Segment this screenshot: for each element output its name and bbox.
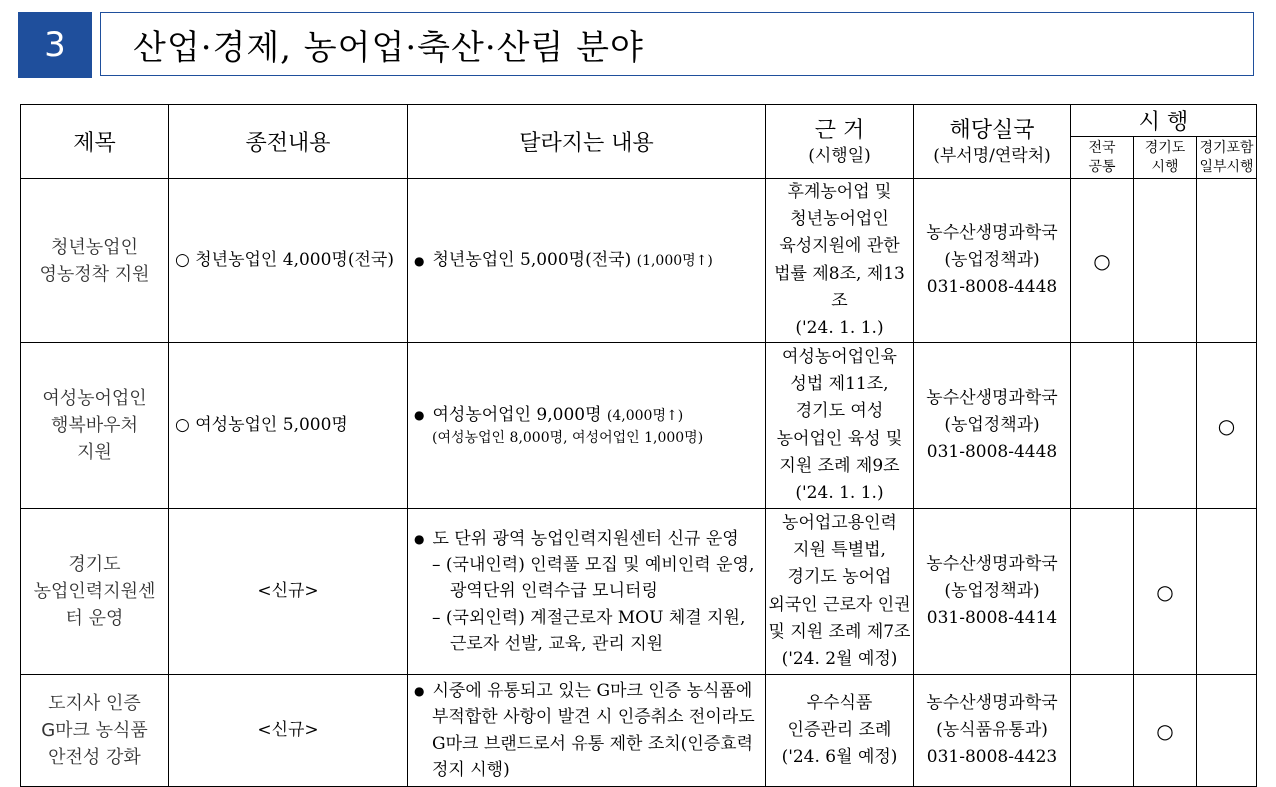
changes-dash: – (국외인력) 계절근로자 MOU 체결 지원, 근로자 선발, 교육, 관리 지원: [432, 607, 746, 655]
bullet-icon: ●: [414, 407, 425, 422]
basis-line: ('24. 6월 예정): [781, 747, 898, 768]
subject-line: 도지사 인증: [48, 693, 141, 715]
header-previous: 종전내용: [169, 105, 408, 179]
row-previous: <신규>: [169, 675, 408, 787]
basis-line: ('24. 2월 예정): [781, 649, 898, 669]
header-impl-gyeonggi: [1134, 137, 1197, 179]
dept-line: 농수산생명과학국: [926, 692, 1058, 713]
dept-line: (농업정책과): [944, 581, 1040, 602]
row-subject: [21, 343, 169, 509]
bullet-icon: ●: [414, 531, 425, 546]
row-changes: [408, 179, 766, 343]
changes-dash: – (국내인력) 인력풀 모집 및 예비인력 운영, 광역단위 인력수급 모니터링: [432, 555, 755, 602]
basis-line: ('24. 1. 1.): [795, 483, 884, 503]
row-dept: [914, 179, 1071, 343]
changes-sub: (여성농업인 8,000명, 여성어업인 1,000명): [432, 429, 704, 446]
subject-line: 터 운영: [65, 608, 124, 630]
row-subject: [21, 509, 169, 675]
basis-line: 경기도 농어업: [787, 567, 892, 588]
changes-main: 청년농업인 5,000명(전국): [432, 250, 632, 271]
section-title: 산업·경제, 농어업·축산·산림 분야: [100, 12, 1254, 76]
dept-line: (농식품유통과): [936, 720, 1048, 741]
dept-line: 농수산생명과학국: [926, 553, 1058, 574]
row-changes: [408, 509, 766, 675]
row-subject: [21, 179, 169, 343]
basis-line: 농어업고용인력: [782, 513, 897, 534]
header-impl-partial-1: 경기포함: [1199, 140, 1254, 157]
header-impl-partial: [1197, 137, 1257, 179]
row-basis: [766, 179, 914, 343]
header-changes: 달라지는 내용: [408, 105, 766, 179]
basis-line: ('24. 1. 1.): [795, 317, 884, 338]
basis-line: 외국인 근로자 인권: [768, 594, 911, 615]
subject-line: 경기도: [68, 554, 121, 576]
header-impl: 시 행: [1071, 105, 1257, 137]
mark-partial: ○: [1197, 343, 1257, 509]
header-basis-label: 근 거: [814, 118, 865, 144]
mark-national: [1071, 509, 1134, 675]
basis-line: 및 지원 조례 제7조: [768, 621, 911, 642]
changes-main: 도 단위 광역 농업인력지원센터 신규 운영: [432, 528, 739, 549]
basis-line: 법률 제8조, 제13조: [774, 263, 905, 311]
basis-line: 육성지원에 관한: [779, 236, 900, 257]
basis-line: 성법 제11조,: [790, 374, 889, 395]
section-number: 3: [18, 12, 92, 78]
subject-line: 농업인력지원센: [33, 581, 156, 603]
header-impl-gyeonggi-2: 시행: [1151, 158, 1179, 175]
changes-main: 여성농어업인 9,000명: [432, 404, 602, 425]
row-basis: [766, 509, 914, 675]
row-changes: [408, 343, 766, 509]
subject-line: 행복바우처: [51, 415, 138, 437]
changes-main: 시중에 유통되고 있는 G마크 인증 농식품에 부적합한 사항이 발견 시 인증취소 전이라도 G마크 브랜드로서 유통 제한 조치(인증효력정지 시행): [432, 680, 755, 780]
header-basis-sub: (시행일): [808, 146, 871, 167]
basis-line: 경기도 여성: [795, 401, 884, 422]
dept-line: 031-8008-4423: [926, 747, 1058, 768]
row-previous: <신규>: [169, 509, 408, 675]
mark-gyeonggi: ○: [1134, 675, 1197, 787]
dept-line: (농업정책과): [944, 249, 1040, 270]
subject-line: 지원: [77, 442, 112, 464]
row-dept: [914, 343, 1071, 509]
policy-table: [20, 104, 1257, 787]
dept-line: 농수산생명과학국: [926, 387, 1058, 408]
subject-line: 청년농업인: [51, 236, 138, 258]
row-dept: [914, 509, 1071, 675]
header-dept-sub: (부서명/연락처): [933, 146, 1051, 167]
basis-line: 여성농어업인육: [782, 347, 897, 368]
dept-line: 031-8008-4414: [926, 608, 1058, 629]
dept-line: 농수산생명과학국: [926, 222, 1058, 243]
bullet-icon: ●: [414, 253, 425, 268]
mark-national: ○: [1071, 179, 1134, 343]
basis-line: 지원 조례 제9조: [779, 455, 900, 476]
basis-line: 우수식품: [806, 692, 873, 713]
basis-line: 후계농어업 및: [787, 182, 892, 202]
mark-gyeonggi: [1134, 179, 1197, 343]
row-basis: [766, 343, 914, 509]
header-impl-national: [1071, 137, 1134, 179]
basis-line: 청년농어업인: [790, 209, 889, 230]
subject-line: 안전성 강화: [48, 747, 141, 769]
header-impl-partial-2: 일부시행: [1199, 158, 1254, 175]
basis-line: 농어업인 육성 및: [776, 428, 903, 449]
changes-inline: (1,000명↑): [636, 253, 713, 270]
header-dept: [914, 105, 1071, 179]
mark-gyeonggi: [1134, 343, 1197, 509]
mark-gyeonggi: ○: [1134, 509, 1197, 675]
dept-line: 031-8008-4448: [926, 277, 1058, 298]
mark-partial: [1197, 179, 1257, 343]
header-basis: [766, 105, 914, 179]
row-previous: ○ 여성농업인 5,000명: [169, 343, 408, 509]
dept-line: (농업정책과): [944, 415, 1040, 436]
dept-line: 031-8008-4448: [926, 442, 1058, 463]
subject-line: G마크 농식품: [41, 720, 148, 742]
header-impl-national-1: 전국: [1088, 140, 1116, 157]
basis-line: 인증관리 조례: [787, 720, 892, 741]
basis-line: 지원 특별법,: [793, 540, 886, 561]
mark-partial: [1197, 509, 1257, 675]
subject-line: 영농정착 지원: [39, 263, 150, 285]
header-dept-label: 해당실국: [949, 118, 1035, 144]
bullet-icon: ●: [414, 684, 425, 699]
row-previous: ○ 청년농업인 4,000명(전국): [169, 179, 408, 343]
header-impl-gyeonggi-1: 경기도: [1144, 140, 1186, 157]
subject-line: 여성농어업인: [42, 388, 147, 410]
header-impl-national-2: 공통: [1088, 158, 1116, 175]
header-subject: 제목: [21, 105, 169, 179]
table-row: [21, 343, 1257, 509]
table-row: [21, 179, 1257, 343]
table-row: [21, 509, 1257, 675]
mark-national: [1071, 343, 1134, 509]
changes-inline: (4,000명↑): [606, 407, 684, 424]
